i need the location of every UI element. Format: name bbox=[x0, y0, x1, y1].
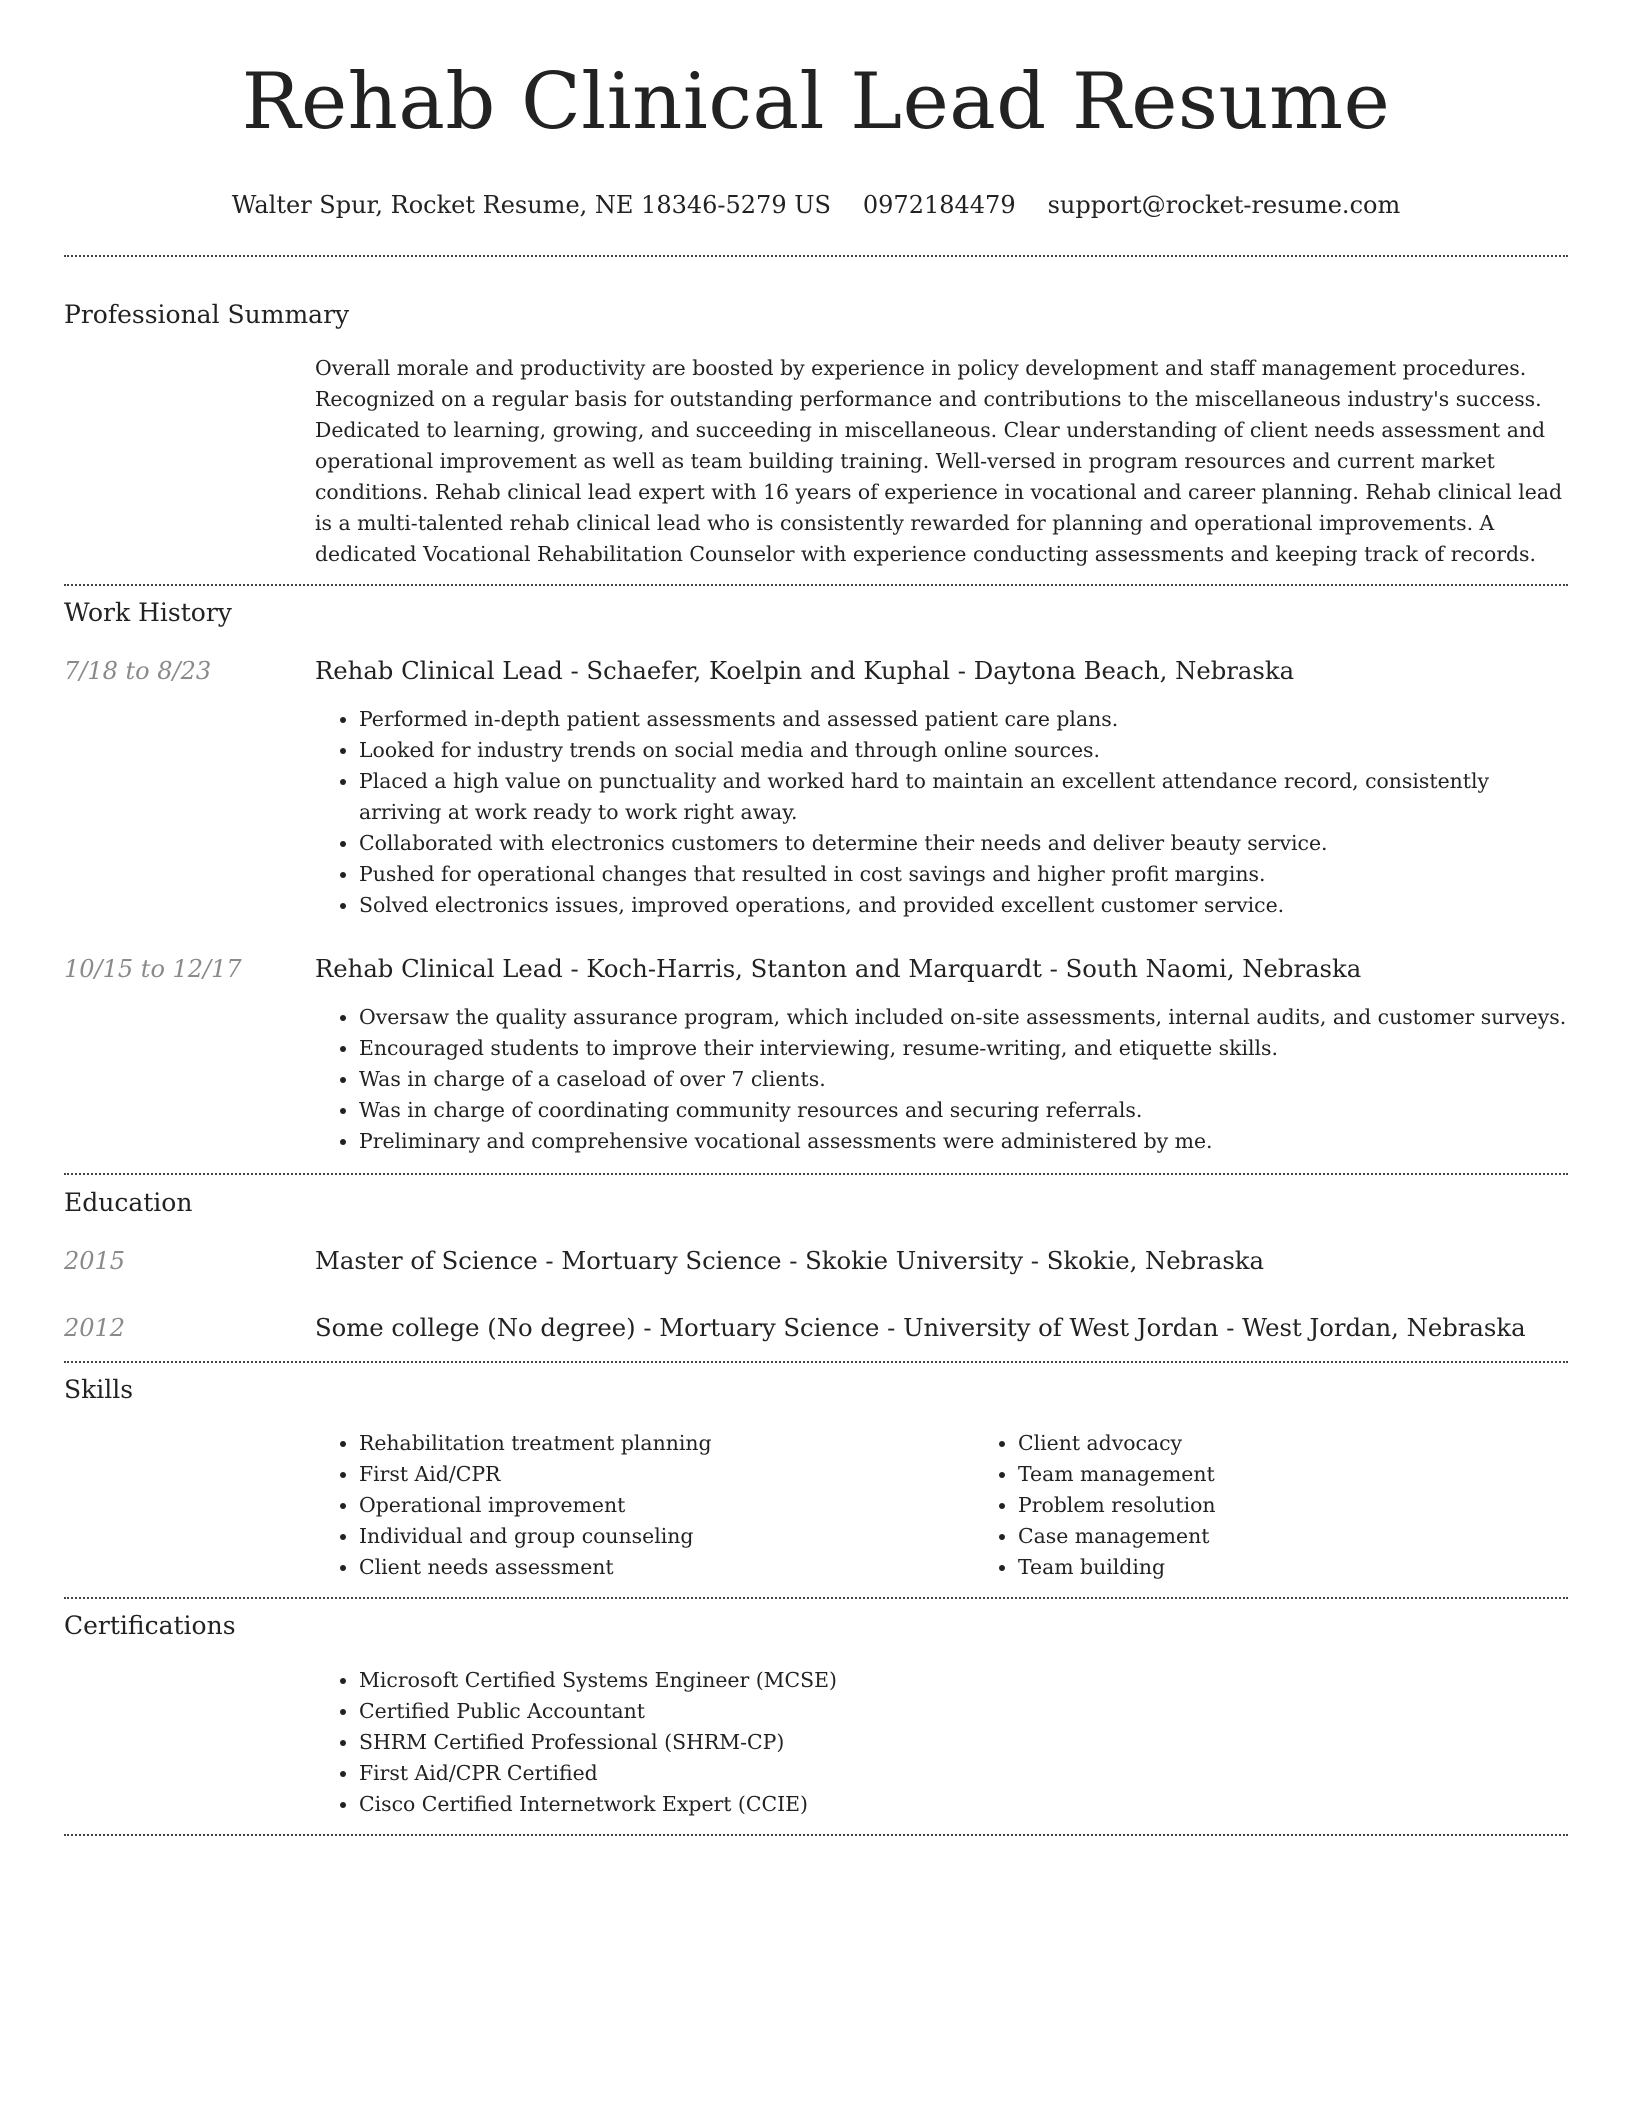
education-entry bbox=[64, 1313, 1568, 1343]
contact-phone: 0972184479 bbox=[862, 191, 1016, 219]
contact-address: Walter Spur, Rocket Resume, NE 18346-5279 US bbox=[231, 191, 831, 219]
list-item: • SHRM Certified Professional (SHRM-CP) bbox=[359, 1727, 1568, 1758]
education-entry bbox=[64, 1246, 1568, 1276]
list-item: • First Aid/CPR Certified bbox=[359, 1758, 1568, 1789]
list-item: • First Aid/CPR bbox=[359, 1459, 974, 1490]
job-content bbox=[315, 656, 1568, 921]
education-content bbox=[315, 1313, 1568, 1343]
certifications-list bbox=[315, 1665, 1568, 1820]
list-item: • Was in charge of a caseload of over 7 clients. bbox=[359, 1064, 1568, 1095]
divider bbox=[64, 1173, 1568, 1175]
section-education bbox=[64, 1188, 1568, 1343]
certifications-content bbox=[315, 1665, 1568, 1820]
section-certifications bbox=[64, 1611, 1568, 1820]
list-item: • Pushed for operational changes that resulted in cost savings and higher profit margins. bbox=[359, 859, 1568, 890]
list-item: • Team management bbox=[1018, 1459, 1632, 1490]
skills-spacer bbox=[64, 1428, 315, 1583]
divider bbox=[64, 1361, 1568, 1363]
list-item: • Preliminary and comprehensive vocational assessments were administered by me. bbox=[359, 1126, 1568, 1157]
contact-email: support@rocket-resume.com bbox=[1047, 191, 1401, 219]
certifications-spacer bbox=[64, 1665, 315, 1820]
skills-list-right bbox=[974, 1428, 1632, 1583]
divider bbox=[64, 1597, 1568, 1599]
job-content bbox=[315, 954, 1568, 1157]
list-item: • Rehabilitation treatment planning bbox=[359, 1428, 974, 1459]
section-heading-certifications: Certifications bbox=[64, 1611, 236, 1640]
list-item: • Collaborated with electronics customers to determine their needs and deliver beauty service. bbox=[359, 828, 1568, 859]
job-bullets bbox=[315, 1002, 1568, 1157]
list-item: • Performed in-depth patient assessments and assessed patient care plans. bbox=[359, 704, 1568, 735]
skills-list-left bbox=[315, 1428, 974, 1583]
education-year: 2012 bbox=[64, 1314, 126, 1342]
resume-title: Rehab Clinical Lead Resume bbox=[241, 57, 1391, 147]
section-skills bbox=[64, 1375, 1568, 1583]
list-item: • Client advocacy bbox=[1018, 1428, 1632, 1459]
contact-line bbox=[64, 190, 1568, 220]
job-entry bbox=[64, 656, 1568, 921]
divider bbox=[64, 1834, 1568, 1836]
certifications-row bbox=[64, 1665, 1568, 1820]
summary-content bbox=[315, 353, 1568, 570]
section-heading-skills: Skills bbox=[64, 1375, 134, 1404]
list-item: • Problem resolution bbox=[1018, 1490, 1632, 1521]
education-year: 2015 bbox=[64, 1247, 126, 1275]
job-entry bbox=[64, 954, 1568, 1157]
section-heading-work-history: Work History bbox=[64, 598, 232, 627]
education-content bbox=[315, 1246, 1568, 1276]
list-item: • Individual and group counseling bbox=[359, 1521, 974, 1552]
section-work-history bbox=[64, 598, 1568, 1157]
list-item: • Was in charge of coordinating community resources and securing referrals. bbox=[359, 1095, 1568, 1126]
list-item: • Client needs assessment bbox=[359, 1552, 974, 1583]
summary-spacer bbox=[64, 353, 315, 570]
list-item: • Placed a high value on punctuality and worked hard to maintain an excellent attendance record, consistently arriving at work ready to work right away. bbox=[359, 766, 1568, 828]
skills-grid bbox=[315, 1428, 1632, 1583]
divider bbox=[64, 584, 1568, 586]
education-degree: Some college (No degree) - Mortuary Science - University of West Jordan - West Jordan, Nebraska bbox=[315, 1313, 1526, 1342]
divider bbox=[64, 255, 1568, 257]
job-bullets bbox=[315, 704, 1568, 921]
skills-row bbox=[64, 1428, 1568, 1583]
job-title: Rehab Clinical Lead - Schaefer, Koelpin and Kuphal - Daytona Beach, Nebraska bbox=[315, 656, 1295, 685]
section-heading-education: Education bbox=[64, 1188, 193, 1217]
list-item: • Case management bbox=[1018, 1521, 1632, 1552]
list-item: • Operational improvement bbox=[359, 1490, 974, 1521]
list-item: • Microsoft Certified Systems Engineer (MCSE) bbox=[359, 1665, 1568, 1696]
list-item: • Certified Public Accountant bbox=[359, 1696, 1568, 1727]
section-professional-summary bbox=[64, 300, 1568, 570]
job-title: Rehab Clinical Lead - Koch-Harris, Stanton and Marquardt - South Naomi, Nebraska bbox=[315, 954, 1362, 983]
education-degree: Master of Science - Mortuary Science - Skokie University - Skokie, Nebraska bbox=[315, 1246, 1265, 1275]
summary-row bbox=[64, 353, 1568, 570]
job-dates: 7/18 to 8/23 bbox=[64, 657, 212, 685]
list-item: • Looked for industry trends on social media and through online sources. bbox=[359, 735, 1568, 766]
list-item: • Team building bbox=[1018, 1552, 1632, 1583]
list-item: • Oversaw the quality assurance program, which included on-site assessments, internal audits, and customer surveys. bbox=[359, 1002, 1568, 1033]
job-dates: 10/15 to 12/17 bbox=[64, 955, 242, 983]
section-heading-summary: Professional Summary bbox=[64, 300, 350, 329]
list-item: • Solved electronics issues, improved operations, and provided excellent customer service. bbox=[359, 890, 1568, 921]
list-item: • Cisco Certified Internetwork Expert (CCIE) bbox=[359, 1789, 1568, 1820]
list-item: • Encouraged students to improve their interviewing, resume-writing, and etiquette skills. bbox=[359, 1033, 1568, 1064]
summary-text: Overall morale and productivity are boosted by experience in policy development and staff management procedures. Recognized on a regular basis for outstanding performance and contributions to the miscellaneous industry's success. Dedicated to learning, growing, and succeeding in miscellaneous. Clear understanding of client needs assessment and operational improvement as well as team building training. Well-versed in program resources and current market conditions. Rehab clinical lead expert with 16 years of experience in vocational and career planning. Rehab clinical lead is a multi-talented rehab clinical lead who is consistently rewarded for planning and operational improvements. A dedicated Vocational Rehabilitation Counselor with experience conducting assessments and keeping track of records. bbox=[315, 356, 1563, 566]
